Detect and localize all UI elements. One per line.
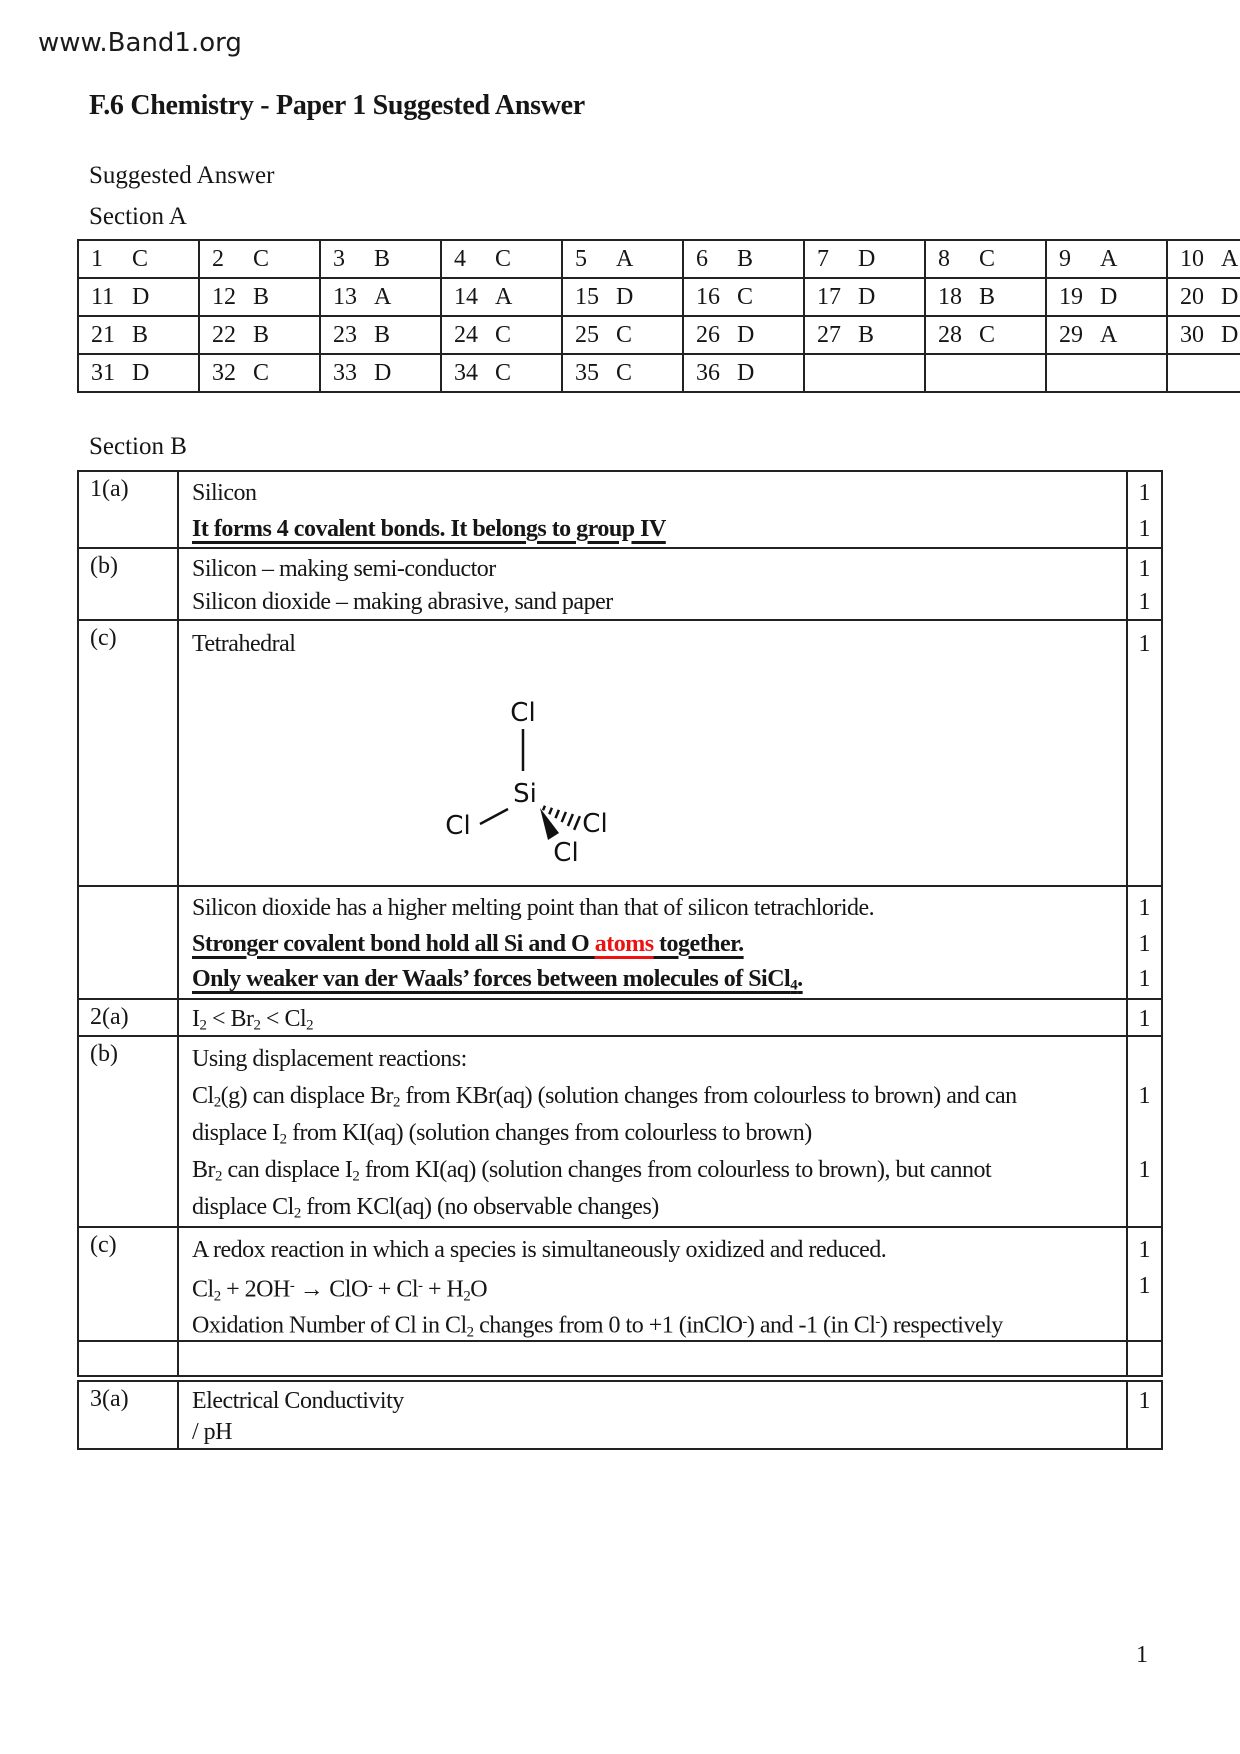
question-number: 14 xyxy=(454,283,478,310)
question-number: 24 xyxy=(454,321,478,348)
answer-letter: C xyxy=(616,321,633,348)
mark-value: 1 xyxy=(1138,480,1151,506)
answer-letter: C xyxy=(979,245,996,272)
answer-letter: C xyxy=(979,321,996,348)
page-number: 1 xyxy=(1136,1642,1148,1668)
marks-cell xyxy=(1128,1000,1161,1035)
answer-cell xyxy=(925,316,1046,354)
answer-cell xyxy=(1046,240,1167,278)
answer-letter: C xyxy=(616,359,633,386)
answer-table-row xyxy=(79,1340,1161,1375)
answer-table-row xyxy=(79,1035,1161,1226)
answer-cell xyxy=(683,240,804,278)
answer-cell xyxy=(1046,354,1167,392)
answer-line: Tetrahedral xyxy=(192,631,296,657)
question-number: 16 xyxy=(696,283,720,310)
mark-value: 1 xyxy=(1138,556,1151,582)
question-label: 1(a) xyxy=(79,472,179,547)
answer-cell-content xyxy=(179,1382,1128,1448)
left-cl-label: Cl xyxy=(445,811,471,841)
answer-letter: A xyxy=(374,283,392,310)
question-number: 33 xyxy=(333,359,357,386)
question-number: 34 xyxy=(454,359,478,386)
sicl4-structure-diagram xyxy=(422,681,642,871)
question-number: 9 xyxy=(1059,245,1071,272)
section-b-heading: Section B xyxy=(89,433,187,460)
marks-cell xyxy=(1128,1037,1161,1226)
answer-cell xyxy=(1046,316,1167,354)
answer-cell-content xyxy=(179,472,1128,547)
question-number: 21 xyxy=(91,321,115,348)
question-number: 27 xyxy=(817,321,841,348)
question-label: (c) xyxy=(79,621,179,885)
answer-cell xyxy=(320,278,441,316)
mark-value xyxy=(1128,1041,1161,1078)
site-watermark: www.Band1.org xyxy=(38,28,242,58)
answer-cell-content xyxy=(179,1342,1128,1375)
answer-letter: A xyxy=(1221,245,1239,272)
answer-letter: D xyxy=(374,359,392,386)
top-cl-label: Cl xyxy=(510,698,536,728)
answer-letter: C xyxy=(132,245,149,272)
answer-line: displace $Cl_2$ from KCl(aq) (no observable changes) xyxy=(192,1194,659,1222)
answer-row xyxy=(78,354,1240,392)
answer-cell xyxy=(562,278,683,316)
answer-letter: D xyxy=(616,283,634,310)
bond-line xyxy=(574,816,580,830)
question-number: 18 xyxy=(938,283,962,310)
question-number: 28 xyxy=(938,321,962,348)
question-number: 4 xyxy=(454,245,466,272)
answer-letter: A xyxy=(1100,321,1118,348)
marks-cell xyxy=(1128,887,1161,998)
question-number: 15 xyxy=(575,283,599,310)
answer-letter: B xyxy=(132,321,149,348)
answer-cell xyxy=(804,354,925,392)
answer-letter: D xyxy=(858,245,876,272)
question-label: 2(a) xyxy=(79,1000,179,1035)
question-number: 23 xyxy=(333,321,357,348)
answer-cell xyxy=(1167,354,1240,392)
answer-cell xyxy=(562,240,683,278)
question-number: 1 xyxy=(91,245,103,272)
answer-letter: C xyxy=(495,359,512,386)
answer-letter: D xyxy=(737,359,755,386)
center-si-label: Si xyxy=(513,779,537,809)
answer-line: Stronger covalent bond hold all Si and O atoms together. xyxy=(192,930,744,957)
answer-line: Silicon – making semi-conductor xyxy=(192,556,496,582)
answer-row xyxy=(78,278,1240,316)
marks-cell xyxy=(1128,1382,1161,1448)
answer-line: Using displacement reactions: xyxy=(192,1046,467,1072)
answer-line: $Cl_2 + 2OH^- \to ClO^- + Cl^- + H_2O$ xyxy=(192,1276,488,1305)
question-number: 11 xyxy=(91,283,115,310)
answer-table-row xyxy=(79,547,1161,619)
mark-value xyxy=(1128,1189,1161,1226)
bond-line xyxy=(480,809,508,824)
answer-cell xyxy=(441,240,562,278)
answer-cell xyxy=(199,278,320,316)
answer-letter: A xyxy=(495,283,513,310)
answer-row xyxy=(78,316,1240,354)
question-number: 36 xyxy=(696,359,720,386)
bond-line xyxy=(549,808,552,814)
answer-line xyxy=(192,1346,1126,1375)
question-number: 6 xyxy=(696,245,708,272)
answer-cell-content xyxy=(179,887,1128,998)
right-cl-label: Cl xyxy=(582,809,608,839)
question-label: (b) xyxy=(79,549,179,619)
question-label: (b) xyxy=(79,1037,179,1226)
subtitle: Suggested Answer xyxy=(89,162,275,189)
question-label: (c) xyxy=(79,1228,179,1340)
answer-table-row xyxy=(79,885,1161,998)
answer-cell xyxy=(320,316,441,354)
answer-letter: C xyxy=(495,321,512,348)
answer-cell-content xyxy=(179,1228,1128,1340)
answer-line: Electrical Conductivity xyxy=(192,1388,404,1414)
answer-line: $Cl_2(g)$ can displace $Br_2$ from KBr(aq) (solution changes from colourless to brown) and can xyxy=(192,1083,1017,1111)
question-number: 25 xyxy=(575,321,599,348)
answer-letter: B xyxy=(253,283,270,310)
answer-cell xyxy=(78,354,199,392)
answer-letter: B xyxy=(858,321,875,348)
mark-value: 1 xyxy=(1138,1388,1151,1414)
answer-line: A redox reaction in which a species is simultaneously oxidized and reduced. xyxy=(192,1237,887,1263)
answer-letter: B xyxy=(253,321,270,348)
answer-letter: C xyxy=(495,245,512,272)
mark-value: 1 xyxy=(1138,1083,1151,1109)
mark-value: 1 xyxy=(1138,515,1151,542)
answer-cell xyxy=(683,316,804,354)
question-number: 20 xyxy=(1180,283,1204,310)
question-number: 5 xyxy=(575,245,587,272)
answer-cell xyxy=(804,278,925,316)
question-number: 31 xyxy=(91,359,115,386)
answer-line: Silicon xyxy=(192,480,257,506)
mark-value xyxy=(1128,1304,1161,1340)
question-number: 32 xyxy=(212,359,236,386)
bond-line xyxy=(555,810,558,818)
mark-value xyxy=(1128,1115,1161,1152)
section-a-heading: Section A xyxy=(89,203,187,230)
mark-value: 1 xyxy=(1138,966,1151,993)
question-number: 2 xyxy=(212,245,224,272)
answer-letter: D xyxy=(132,283,150,310)
answer-cell xyxy=(1167,278,1240,316)
bond-line xyxy=(562,812,566,822)
answer-cell xyxy=(1167,316,1240,354)
answer-cell xyxy=(804,316,925,354)
question-number: 7 xyxy=(817,245,829,272)
section-a-answer-table xyxy=(77,239,1240,393)
answer-cell xyxy=(199,354,320,392)
answer-line: Silicon dioxide – making abrasive, sand paper xyxy=(192,589,613,615)
answer-cell-content xyxy=(179,1000,1128,1035)
answer-cell xyxy=(320,354,441,392)
bond-line xyxy=(568,814,573,826)
question-number: 29 xyxy=(1059,321,1083,348)
question-number: 17 xyxy=(817,283,841,310)
answer-table-row xyxy=(79,998,1161,1035)
answer-line: $I_2 < Br_2 < Cl_2$ xyxy=(192,1006,314,1034)
answer-cell xyxy=(562,354,683,392)
marks-cell xyxy=(1128,472,1161,547)
marks-cell xyxy=(1128,621,1161,885)
answer-letter: B xyxy=(374,321,391,348)
answer-cell xyxy=(441,316,562,354)
question-number: 12 xyxy=(212,283,236,310)
answer-letter: B xyxy=(374,245,391,272)
question-number: 10 xyxy=(1180,245,1204,272)
mark-value: 1 xyxy=(1138,1273,1151,1299)
mark-value: 1 xyxy=(1138,1237,1151,1263)
bond-line xyxy=(543,806,545,811)
answer-cell xyxy=(804,240,925,278)
reaction-arrow-icon: → xyxy=(299,1276,324,1303)
answer-letter: D xyxy=(1100,283,1118,310)
page-title: F.6 Chemistry - Paper 1 Suggested Answer xyxy=(89,90,585,121)
answer-letter: B xyxy=(737,245,754,272)
answer-letter: C xyxy=(253,359,270,386)
marks-cell xyxy=(1128,1228,1161,1340)
mark-value: 1 xyxy=(1138,930,1151,957)
answer-line: / pH xyxy=(192,1419,232,1445)
marks-cell xyxy=(1128,549,1161,619)
section-b-answer-table xyxy=(77,470,1163,1377)
mark-value xyxy=(1128,1346,1161,1375)
marks-cell xyxy=(1128,1342,1161,1375)
question-number: 35 xyxy=(575,359,599,386)
answer-line: displace $I_2$ from KI(aq) (solution changes from colourless to brown) xyxy=(192,1120,812,1148)
answer-cell xyxy=(78,240,199,278)
question-number: 30 xyxy=(1180,321,1204,348)
answer-line: $Br_2$ can displace $I_2$ from KI(aq) (solution changes from colourless to brown), but cannot xyxy=(192,1157,992,1185)
answer-letter: A xyxy=(1100,245,1118,272)
question-number: 22 xyxy=(212,321,236,348)
answer-cell-content xyxy=(179,621,1128,885)
question-label xyxy=(79,887,179,998)
answer-letter: D xyxy=(132,359,150,386)
answer-cell xyxy=(925,240,1046,278)
answer-cell xyxy=(320,240,441,278)
answer-line: It forms 4 covalent bonds. It belongs to group IV xyxy=(192,515,666,542)
mark-value: 1 xyxy=(1138,1157,1151,1183)
answer-letter: D xyxy=(1221,321,1239,348)
answer-letter: D xyxy=(1221,283,1239,310)
answer-line: Oxidation Number of Cl in $Cl_2$ changes from 0 to +1 (inClO-) and -1 (in Cl-) respectively xyxy=(192,1312,1003,1340)
mark-value: 1 xyxy=(1138,1006,1151,1032)
mark-value: 1 xyxy=(1138,895,1151,921)
question-number: 26 xyxy=(696,321,720,348)
question-number: 13 xyxy=(333,283,357,310)
answer-letter: C xyxy=(253,245,270,272)
answer-cell xyxy=(78,278,199,316)
answer-cell xyxy=(683,278,804,316)
answer-letter: B xyxy=(979,283,996,310)
answer-letter: D xyxy=(737,321,755,348)
question-number: 19 xyxy=(1059,283,1083,310)
question-number: 8 xyxy=(938,245,950,272)
answer-cell xyxy=(78,316,199,354)
answer-line: Silicon dioxide has a higher melting point than that of silicon tetrachloride. xyxy=(192,895,875,921)
answer-cell xyxy=(1167,240,1240,278)
answer-letter: C xyxy=(737,283,754,310)
mark-value: 1 xyxy=(1138,631,1151,657)
answer-line: Only weaker van der Waals’ forces between molecules of SiCl$_4$. xyxy=(192,966,803,995)
red-highlight: atoms xyxy=(594,930,654,957)
answer-cell xyxy=(441,354,562,392)
answer-cell-content xyxy=(179,549,1128,619)
answer-table-row xyxy=(79,619,1161,885)
answer-cell xyxy=(1046,278,1167,316)
answer-table-row xyxy=(79,1382,1161,1448)
answer-cell-content xyxy=(179,1037,1128,1226)
question-label: 3(a) xyxy=(79,1382,179,1448)
answer-letter: A xyxy=(616,245,634,272)
question-label xyxy=(79,1342,179,1375)
answer-letter: D xyxy=(858,283,876,310)
answer-table-row xyxy=(79,1226,1161,1340)
answer-table-row xyxy=(79,472,1161,547)
answer-cell xyxy=(199,240,320,278)
answer-cell xyxy=(441,278,562,316)
answer-cell xyxy=(925,278,1046,316)
answer-cell xyxy=(562,316,683,354)
answer-cell xyxy=(925,354,1046,392)
mark-value: 1 xyxy=(1138,589,1151,615)
answer-cell xyxy=(683,354,804,392)
answer-row xyxy=(78,240,1240,278)
question-number: 3 xyxy=(333,245,345,272)
mark-value xyxy=(1128,1417,1161,1448)
answer-cell xyxy=(199,316,320,354)
section-b-question3-table xyxy=(77,1380,1163,1450)
bottom-cl-label: Cl xyxy=(553,838,579,868)
